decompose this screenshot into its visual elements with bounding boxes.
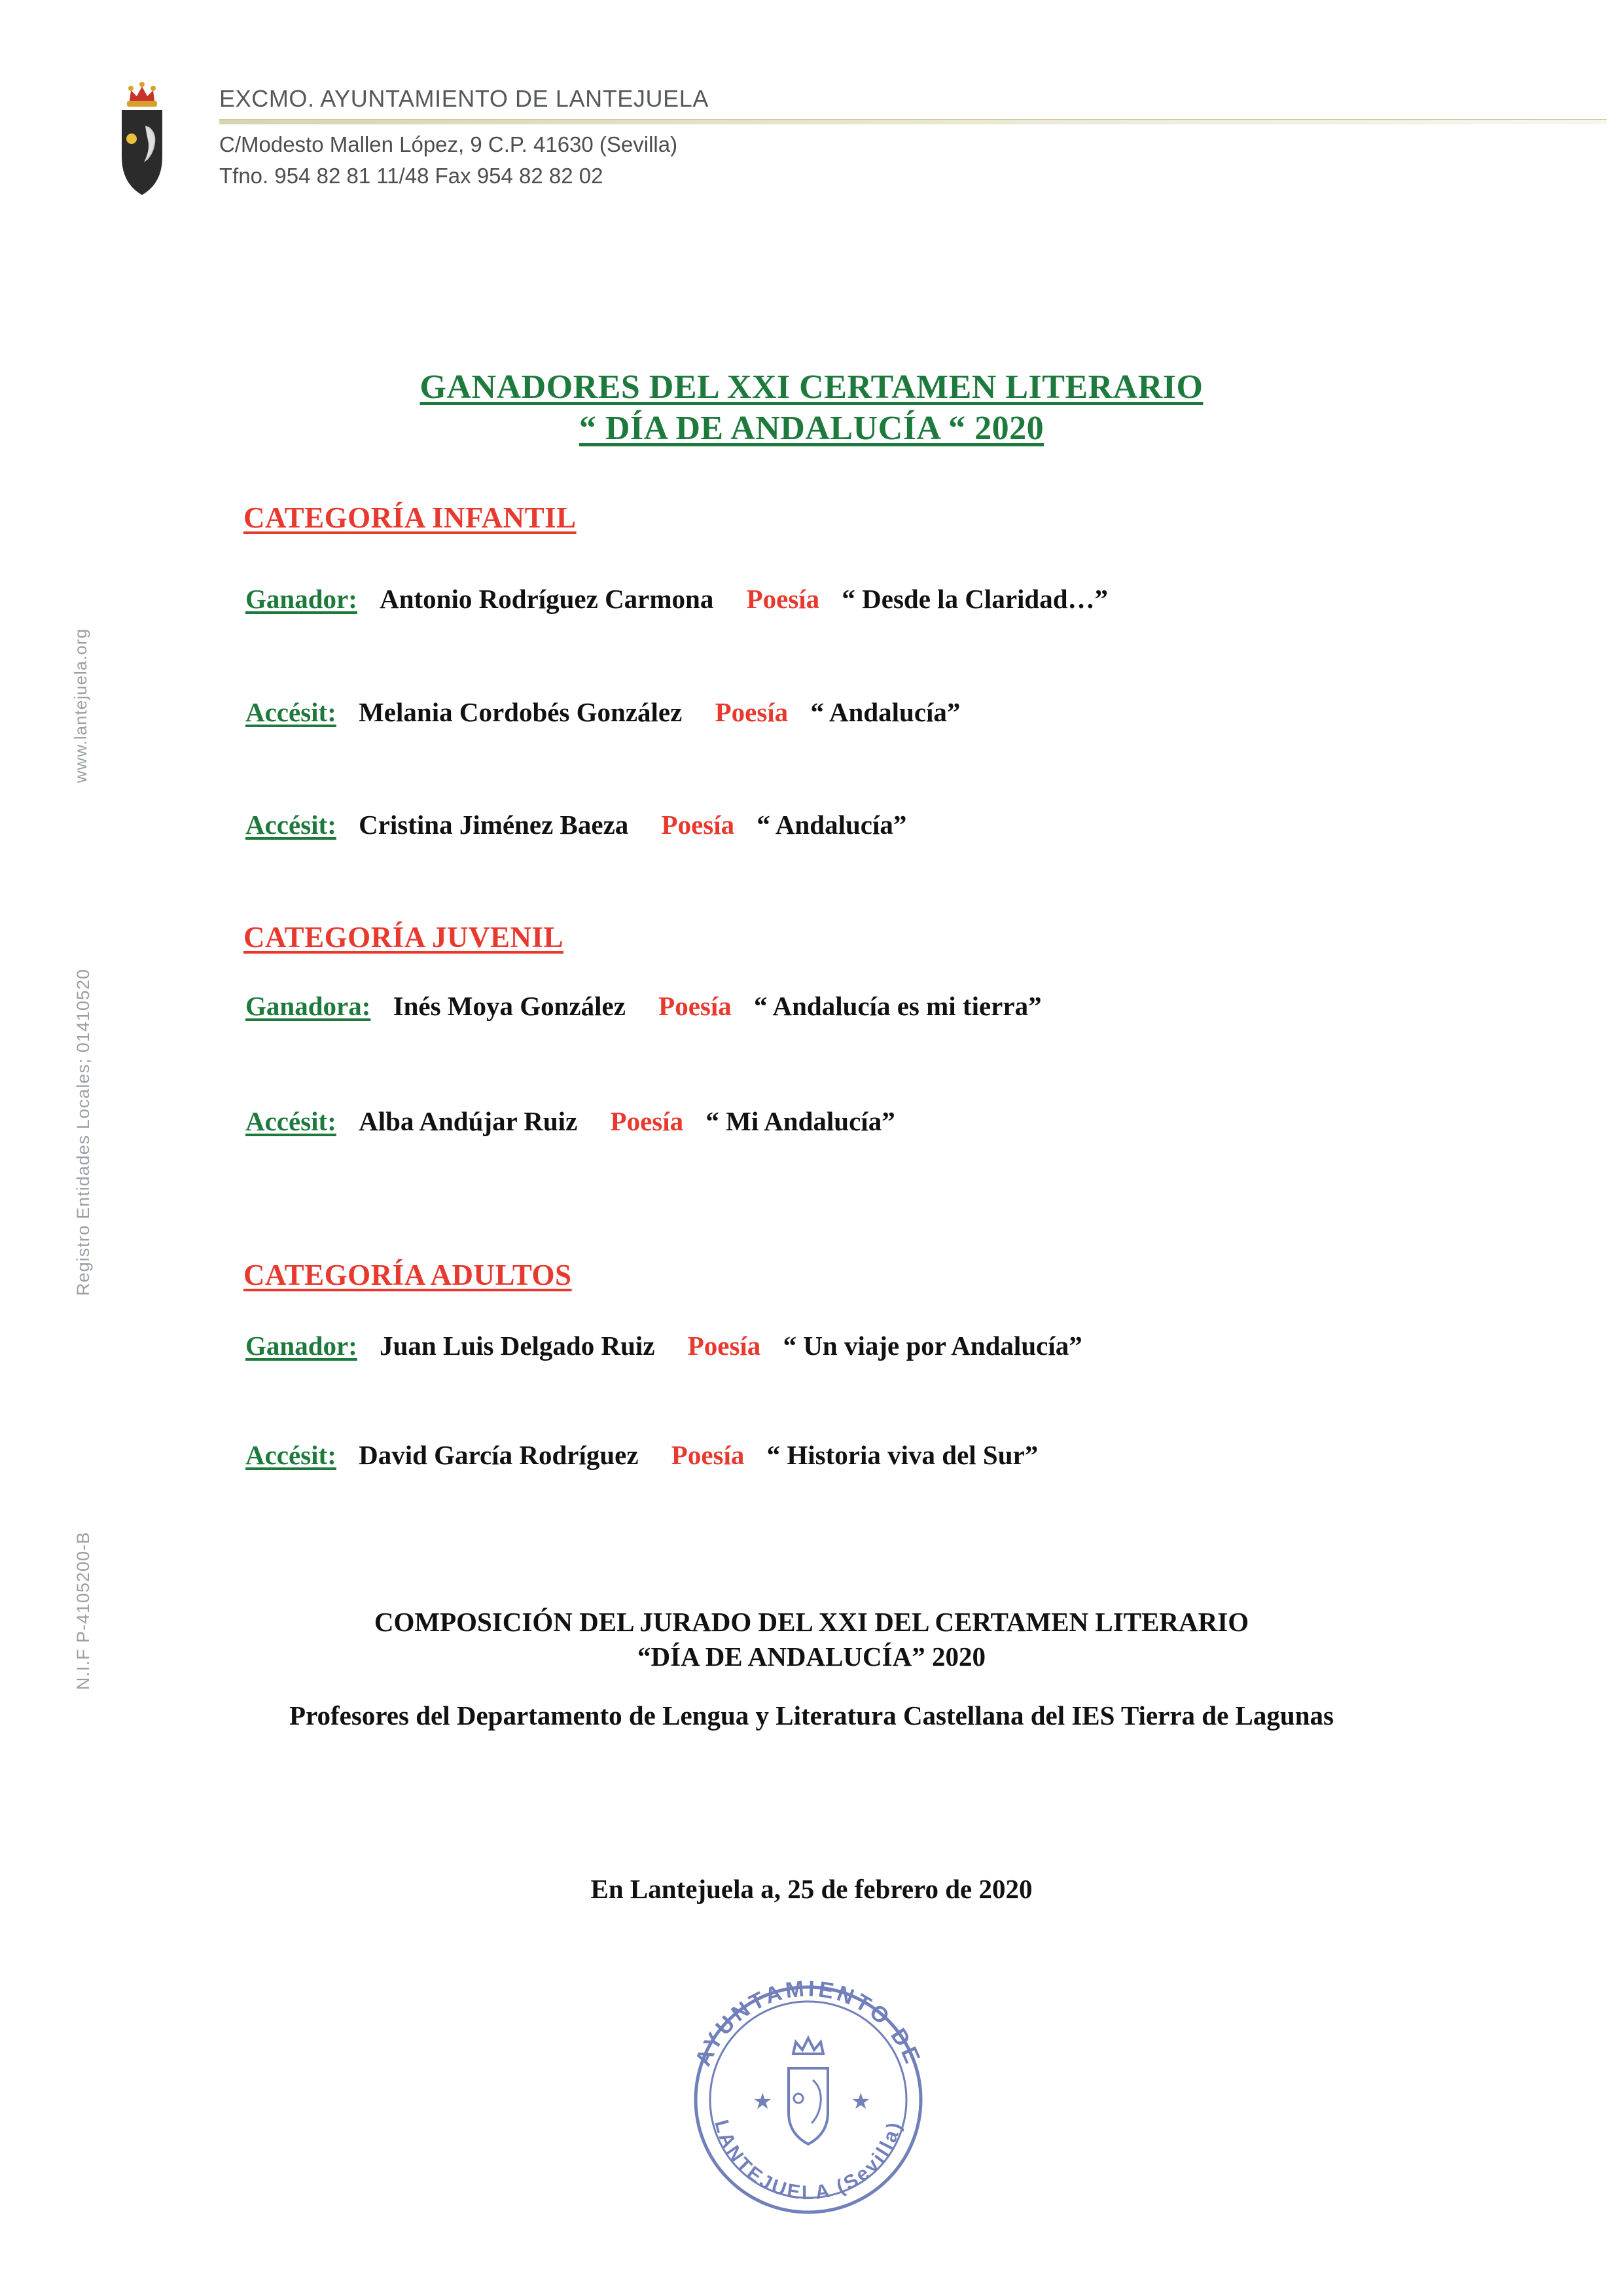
jury-section (0, 1605, 1623, 1731)
winner-row (245, 1333, 1082, 1359)
svg-text:★: ★ (753, 2090, 773, 2114)
jury-heading-line-1: COMPOSICIÓN DEL JURADO DEL XXI DEL CERTAMEN LITERARIO (374, 1607, 1249, 1637)
winner-role: Accésit: (245, 1106, 336, 1136)
document-header (98, 79, 1525, 242)
jury-heading-line-2: “DÍA DE ANDALUCÍA” 2020 (637, 1641, 986, 1672)
winner-work: “ Un viaje por Andalucía” (783, 1331, 1082, 1361)
svg-text:LANTEJUELA (Sevilla): LANTEJUELA (Sevilla) (710, 2117, 906, 2204)
winner-name: Cristina Jiménez Baeza (359, 810, 629, 840)
winner-work: “ Desde la Claridad…” (842, 584, 1109, 614)
winner-work: “ Andalucía” (810, 697, 961, 727)
page-title-line-2: “ DÍA DE ANDALUCÍA “ 2020 (579, 410, 1044, 448)
page-title (0, 367, 1623, 450)
winner-row (245, 812, 906, 838)
winner-role: Ganadora: (245, 991, 371, 1021)
place-and-date: En Lantejuela a, 25 de febrero de 2020 (590, 1874, 1033, 1904)
winner-work: “ Mi Andalucía” (705, 1106, 895, 1136)
category-heading-juvenil: CATEGORÍA JUVENIL (243, 921, 563, 954)
winner-role: Ganador: (245, 1331, 357, 1361)
winner-genre: Poesía (687, 1331, 761, 1361)
winner-name: Alba Andújar Ruiz (359, 1106, 578, 1136)
winner-genre: Poesía (746, 584, 820, 614)
sidebar-nif-text: N.I.F P-4105200-B (73, 1532, 93, 1691)
official-stamp-icon (654, 1937, 962, 2245)
winner-genre: Poesía (671, 1440, 745, 1470)
winner-role: Accésit: (245, 697, 336, 727)
entity-address: C/Modesto Mallen López, 9 C.P. 41630 (Sevilla) (219, 132, 678, 156)
winner-genre: Poesía (658, 991, 732, 1021)
winner-work: “ Historia viva del Sur” (766, 1440, 1039, 1470)
jury-members: Profesores del Departamento de Lengua y Literatura Castellana del IES Tierra de Lagunas (289, 1700, 1334, 1731)
winner-name: Juan Luis Delgado Ruiz (380, 1331, 655, 1361)
winner-role: Accésit: (245, 810, 336, 840)
header-text-block (219, 85, 709, 188)
winner-role: Accésit: (245, 1440, 336, 1470)
winner-genre: Poesía (661, 810, 735, 840)
winner-row (245, 699, 960, 726)
entity-name: EXCMO. AYUNTAMIENTO DE LANTEJUELA (219, 85, 709, 112)
winner-genre: Poesía (610, 1106, 684, 1136)
winner-role: Ganador: (245, 584, 357, 614)
page-title-line-1: GANADORES DEL XXI CERTAMEN LITERARIO (419, 368, 1204, 406)
winner-row (245, 993, 1042, 1020)
svg-text:★: ★ (851, 2090, 871, 2114)
winner-row (245, 1108, 895, 1135)
winner-work: “ Andalucía es mi tierra” (754, 991, 1042, 1021)
winner-name: David García Rodríguez (359, 1440, 639, 1470)
winner-genre: Poesía (715, 697, 789, 727)
sidebar-website-text: www.lantejuela.org (71, 628, 90, 783)
svg-text:AYUNTAMIENTO DE: AYUNTAMIENTO DE (690, 1976, 926, 2070)
winner-name: Melania Cordobés González (359, 697, 683, 727)
winner-row (245, 586, 1108, 613)
winner-work: “ Andalucía” (757, 810, 907, 840)
winner-name: Antonio Rodríguez Carmona (380, 584, 714, 614)
winner-row (245, 1442, 1038, 1469)
coat-of-arms-icon (105, 79, 190, 209)
category-heading-infantil: CATEGORÍA INFANTIL (243, 501, 577, 534)
sidebar-registry-text: Registro Entidades Locales; 01410520 (73, 969, 93, 1296)
winner-name: Inés Moya González (393, 991, 626, 1021)
entity-phone: Tfno. 954 82 81 11/48 Fax 954 82 82 02 (219, 164, 603, 188)
category-heading-adultos: CATEGORÍA ADULTOS (243, 1259, 572, 1291)
